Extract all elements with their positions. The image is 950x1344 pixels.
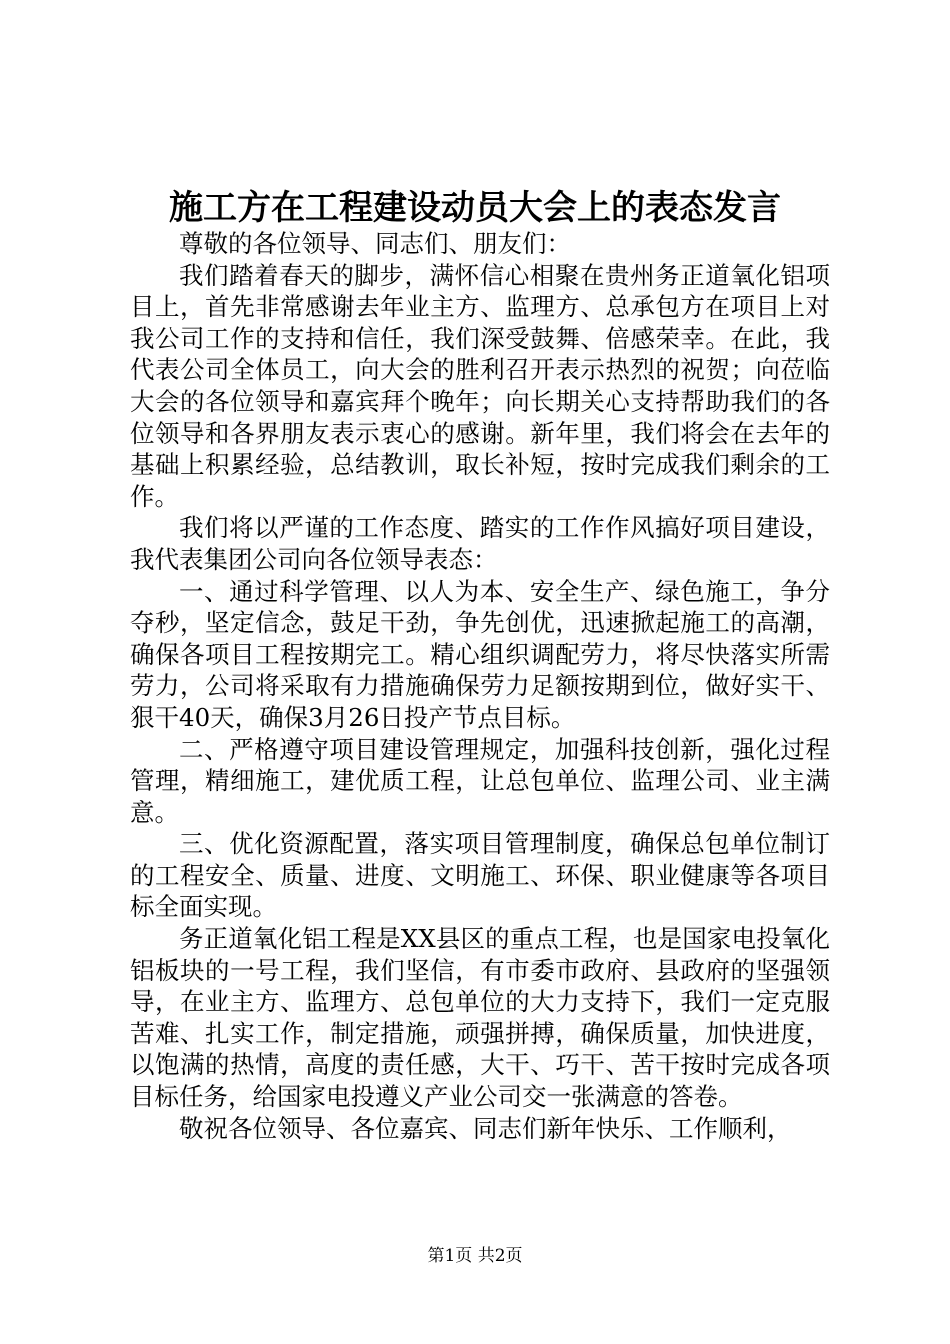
- closing-paragraph: 敬祝各位领导、各位嘉宾、同志们新年快乐、工作顺利，: [179, 1113, 792, 1143]
- body-paragraph: 一、通过科学管理、以人为本、安全生产、绿色施工，争分夺秒，坚定信念，鼓足干劲，争先创优，迅速掀起施工的高潮，确保各项目工程按期完工。精心组织调配劳力，将尽快落实所需劳力，公司将采取有力措施确保劳力足额按期到位，做好实干、狠干40天，确保3月26日投产节点目标。: [130, 576, 830, 732]
- body-paragraph: 务正道氧化铝工程是XX县区的重点工程，也是国家电投氧化铝板块的一号工程，我们坚信，有市委市政府、县政府的坚强领导，在业主方、监理方、总包单位的大力支持下，我们一定克服苦难、扎实工作，制定措施，顽强拼搏，确保质量，加快进度，以饱满的热情，高度的责任感，大干、巧干、苦干按时完成各项目标任务，给国家电投遵义产业公司交一张满意的答卷。: [130, 924, 830, 1112]
- body-paragraph: 二、严格遵守项目建设管理规定，加强科技创新，强化过程管理，精细施工，建优质工程，让总包单位、监理公司、业主满意。: [130, 734, 830, 827]
- document-body: [130, 228, 830, 1144]
- body-paragraph: 我们将以严谨的工作态度、踏实的工作作风搞好项目建设，我代表集团公司向各位领导表态：: [130, 513, 830, 574]
- page-footer: 第1页 共2页: [427, 1246, 523, 1266]
- body-paragraph: 三、优化资源配置，落实项目管理制度，确保总包单位制订的工程安全、质量、进度、文明施工、环保、职业健康等各项目标全面实现。: [130, 829, 830, 922]
- salutation-paragraph: 尊敬的各位领导、同志们、朋友们：: [179, 229, 571, 258]
- document-title: 施工方在工程建设动员大会上的表态发言: [169, 188, 781, 228]
- body-paragraph: 我们踏着春天的脚步，满怀信心相聚在贵州务正道氧化铝项目上，首先非常感谢去年业主方、监理方、总承包方在项目上对我公司工作的支持和信任，我们深受鼓舞、倍感荣幸。在此，我代表公司全体员工，向大会的胜利召开表示热烈的祝贺；向莅临大会的各位领导和嘉宾拜个晚年；向长期关心支持帮助我们的各位领导和各界朋友表示衷心的感谢。新年里，我们将会在去年的基础上积累经验，总结教训，取长补短，按时完成我们剩余的工作。: [130, 260, 830, 511]
